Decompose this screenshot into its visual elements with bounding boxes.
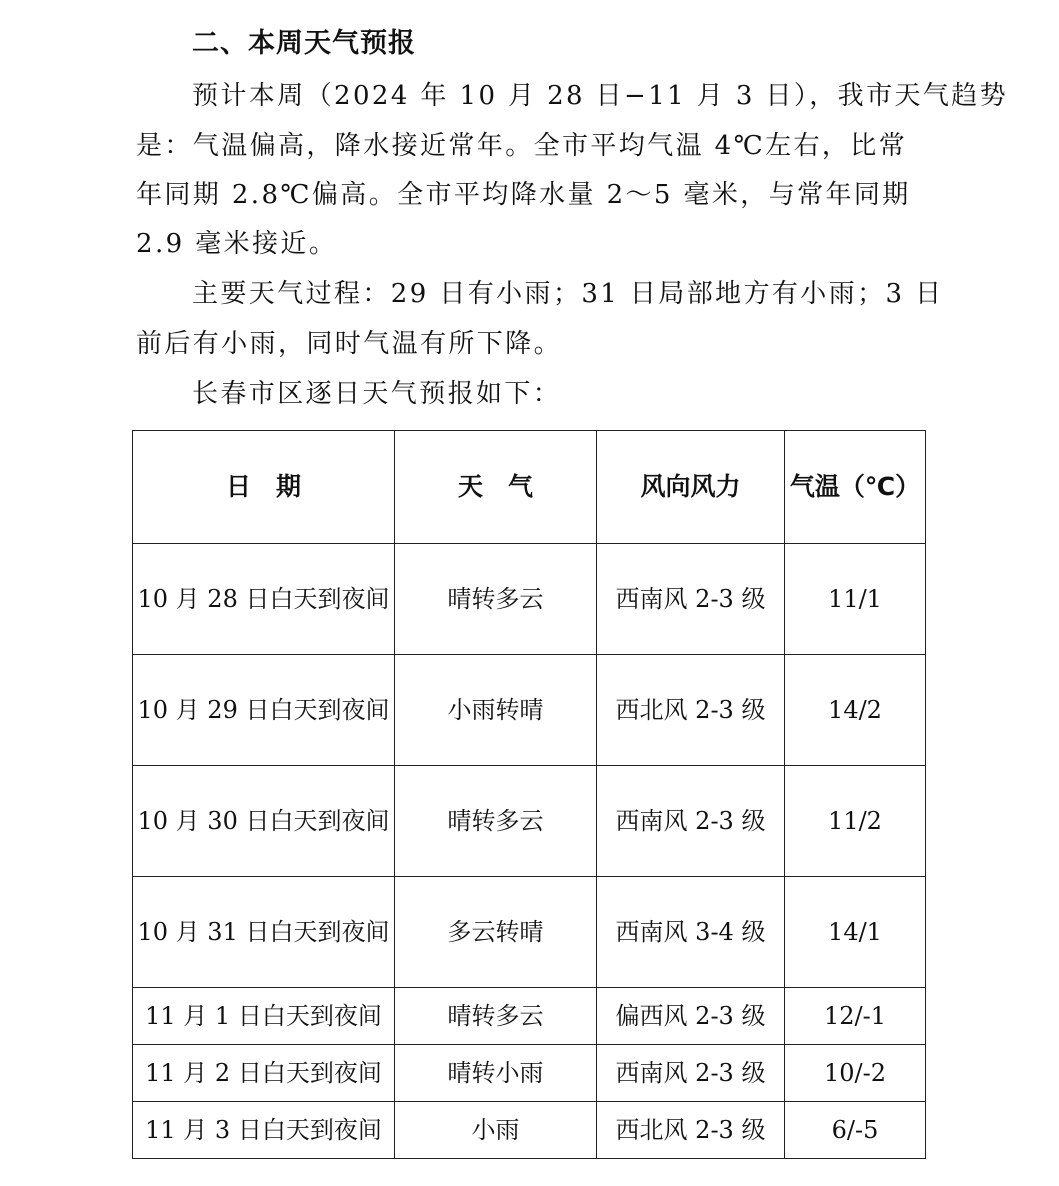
paragraph-line: 前后有小雨，同时气温有所下降。 bbox=[136, 329, 563, 359]
cell-date: 11 月 3 日白天到夜间 bbox=[133, 1102, 395, 1159]
cell-weather: 多云转晴 bbox=[395, 877, 597, 988]
paragraph-line: 年同期 2.8℃偏高。全市平均降水量 2～5 毫米，与常年同期 bbox=[136, 180, 911, 210]
table-row bbox=[133, 988, 926, 1045]
header-date: 日 期 bbox=[133, 431, 395, 544]
cell-date: 10 月 29 日白天到夜间 bbox=[133, 655, 395, 766]
table-header-row bbox=[133, 431, 926, 544]
header-wind: 风向风力 bbox=[597, 431, 785, 544]
paragraph-line: 主要天气过程：29 日有小雨；31 日局部地方有小雨；3 日 bbox=[192, 279, 944, 309]
cell-temperature: 12/-1 bbox=[785, 988, 926, 1045]
cell-date: 10 月 31 日白天到夜间 bbox=[133, 877, 395, 988]
cell-wind: 西南风 2-3 级 bbox=[597, 544, 785, 655]
cell-date: 10 月 28 日白天到夜间 bbox=[133, 544, 395, 655]
cell-wind: 西南风 2-3 级 bbox=[597, 766, 785, 877]
section-heading: 二、本周天气预报 bbox=[192, 28, 416, 59]
table-row bbox=[133, 1102, 926, 1159]
paragraph-line: 预计本周（2024 年 10 月 28 日−11 月 3 日），我市天气趋势 bbox=[192, 81, 1009, 111]
cell-wind: 偏西风 2-3 级 bbox=[597, 988, 785, 1045]
cell-temperature: 10/-2 bbox=[785, 1045, 926, 1102]
cell-temperature: 11/2 bbox=[785, 766, 926, 877]
cell-temperature: 11/1 bbox=[785, 544, 926, 655]
table-row bbox=[133, 766, 926, 877]
cell-wind: 西北风 2-3 级 bbox=[597, 1102, 785, 1159]
cell-weather: 晴转多云 bbox=[395, 766, 597, 877]
cell-weather: 晴转多云 bbox=[395, 988, 597, 1045]
table-row bbox=[133, 877, 926, 988]
cell-temperature: 14/1 bbox=[785, 877, 926, 988]
cell-temperature: 14/2 bbox=[785, 655, 926, 766]
cell-weather: 晴转多云 bbox=[395, 544, 597, 655]
cell-weather: 小雨转晴 bbox=[395, 655, 597, 766]
paragraph-line: 长春市区逐日天气预报如下： bbox=[192, 379, 562, 409]
cell-weather: 晴转小雨 bbox=[395, 1045, 597, 1102]
forecast-table bbox=[132, 430, 926, 1159]
cell-date: 11 月 2 日白天到夜间 bbox=[133, 1045, 395, 1102]
paragraph-line: 2.9 毫米接近。 bbox=[136, 229, 338, 259]
cell-temperature: 6/-5 bbox=[785, 1102, 926, 1159]
table-row bbox=[133, 655, 926, 766]
cell-weather: 小雨 bbox=[395, 1102, 597, 1159]
table-row bbox=[133, 544, 926, 655]
cell-date: 11 月 1 日白天到夜间 bbox=[133, 988, 395, 1045]
cell-wind: 西南风 3-4 级 bbox=[597, 877, 785, 988]
cell-wind: 西北风 2-3 级 bbox=[597, 655, 785, 766]
cell-wind: 西南风 2-3 级 bbox=[597, 1045, 785, 1102]
table-row bbox=[133, 1045, 926, 1102]
cell-date: 10 月 30 日白天到夜间 bbox=[133, 766, 395, 877]
paragraph-line: 是：气温偏高，降水接近常年。全市平均气温 4℃左右，比常 bbox=[136, 131, 908, 161]
header-temperature: 气温（℃） bbox=[785, 431, 926, 544]
header-weather: 天 气 bbox=[395, 431, 597, 544]
